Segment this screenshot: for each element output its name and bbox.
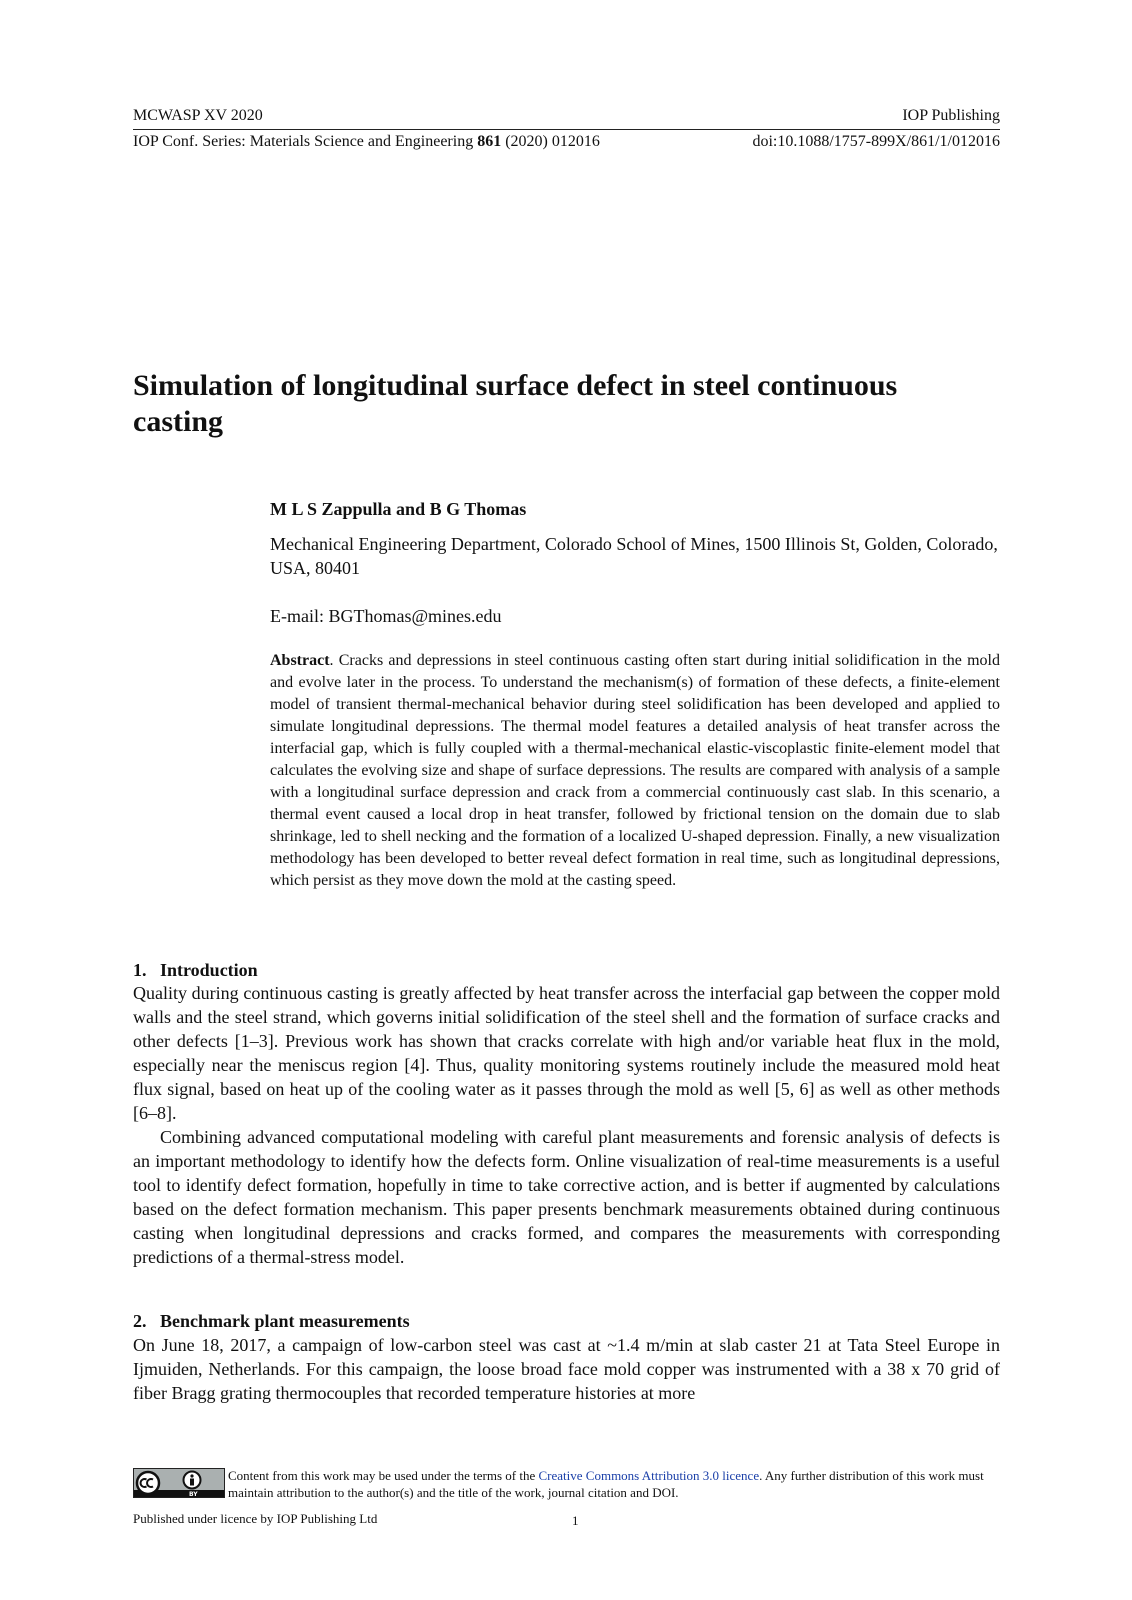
affiliation: Mechanical Engineering Department, Colorado School of Mines, 1500 Illinois St, Golden, Colorado, USA, 80401 xyxy=(270,534,998,578)
authors: M L S Zappulla and B G Thomas xyxy=(270,499,527,519)
series-volume: 861 xyxy=(477,133,502,150)
series-suffix: (2020) 012016 xyxy=(501,133,600,150)
published-under-licence: Published under licence by IOP Publishing Ltd xyxy=(133,1511,378,1526)
section-title: Introduction xyxy=(160,960,258,980)
cc-by-graphic xyxy=(134,1469,224,1497)
license-text-before: Content from this work may be used under the terms of the xyxy=(228,1468,539,1483)
paragraph: On June 18, 2017, a campaign of low-carbon steel was cast at ~1.4 m/min at slab caster 21 at Tata Steel Europe in Ijmuiden, Netherlands. For this campaign, the loose broad face mold copper was instrumented with a 38 x 70 grid of fiber Bragg grating thermocouples that recorded temperature histories at more xyxy=(133,1335,1000,1403)
abstract-label: Abstract xyxy=(270,652,330,669)
conference-name: MCWASP XV 2020 xyxy=(133,107,263,124)
section-heading-benchmark xyxy=(133,1309,410,1333)
publisher-name: IOP Publishing xyxy=(902,107,1000,124)
paragraph: Quality during continuous casting is greatly affected by heat transfer across the interfacial gap between the copper mold walls and the steel strand, which governs initial solidification of the steel shell and the formation of surface cracks and other defects [1–3]. Previous work has shown that cracks correlate with high and/or variable heat flux in the mold, especially near the meniscus region [4]. Thus, quality monitoring systems routinely include the measured mold heat flux signal, based on heat up of the cooling water as it passes through the mold as well [5, 6] as well as other methods [6–8]. xyxy=(133,983,1000,1123)
abstract-text: . Cracks and depressions in steel continuous casting often start during initial solidification in the mold and evolve later in the process. To understand the mechanism(s) of formation of these defects, a finite-element model of transient thermal-mechanical behavior during steel solidification has been developed and applied to simulate longitudinal depressions. The thermal model features a detailed analysis of heat transfer across the interfacial gap, which is fully coupled with a thermal-mechanical elastic-viscoplastic finite-element model that calculates the evolving size and shape of surface depressions. The results are compared with analysis of a sample with a longitudinal surface depression and crack from a commercial continuously cast slab. In this scenario, a thermal event caused a local drop in heat transfer, followed by frictional tension on the domain due to slab shrinkage, led to shell necking and the formation of a localized U-shaped depression. Finally, a new visualization methodology has been developed to better reveal defect formation in real time, such as longitudinal depressions, which persist as they move down the mold at the casting speed. xyxy=(270,652,1000,889)
paper-title: Simulation of longitudinal surface defect in steel continuous casting xyxy=(133,369,898,438)
doi: doi:10.1088/1757-899X/861/1/012016 xyxy=(752,133,1000,150)
paragraph: Combining advanced computational modeling with careful plant measurements and forensic analysis of defects is an important methodology to identify how the defects form. Online visualization of real-time measurements is a useful tool to identify defect formation, hopefully in time to take corrective action, and is better if augmented by calculations based on the defect formation mechanism. This paper presents benchmark measurements obtained during continuous casting when longitudinal depressions and cracks formed, and compares the measurements with corresponding predictions of a thermal-stress model. xyxy=(133,1127,1000,1267)
section-title: Benchmark plant measurements xyxy=(160,1311,410,1331)
abstract xyxy=(270,650,1000,892)
page-number: 1 xyxy=(572,1513,579,1528)
section-number: 2. xyxy=(133,1311,147,1331)
header-rule xyxy=(133,129,1000,130)
license-link[interactable]: Creative Commons Attribution 3.0 licence xyxy=(538,1468,760,1483)
series-line xyxy=(133,132,600,152)
license-text-after: . Any further distribution of this work must maintain attribution to the author(s) and the title of the work, journal citation and DOI. xyxy=(228,1468,984,1500)
email: E-mail: BGThomas@mines.edu xyxy=(270,606,502,626)
svg-text:BY: BY xyxy=(189,1491,198,1497)
series-prefix: IOP Conf. Series: Materials Science and Engineering xyxy=(133,133,478,150)
cc-by-icon xyxy=(133,1468,225,1498)
section-heading-introduction xyxy=(133,958,258,982)
section-number: 1. xyxy=(133,960,147,980)
license-notice xyxy=(228,1467,1000,1501)
